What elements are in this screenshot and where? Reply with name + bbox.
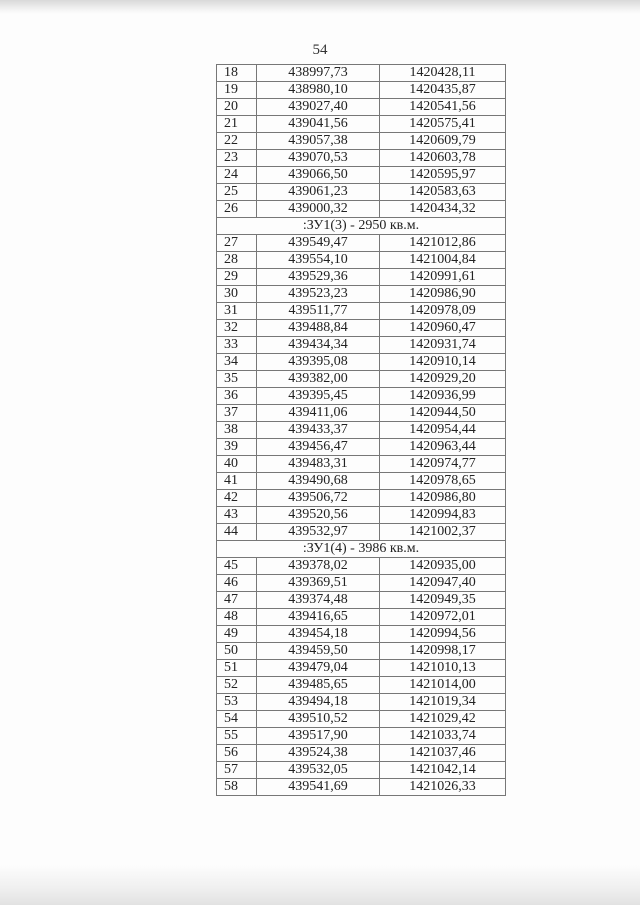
x-coordinate-cell: 439374,48 [257,592,380,609]
x-coordinate-cell: 439529,36 [257,269,380,286]
x-coordinate-cell: 439506,72 [257,490,380,507]
scan-top-shadow [0,0,640,14]
table-row [217,99,506,116]
coordinates-table-body [217,65,506,796]
table-row [217,439,506,456]
point-number-cell: 28 [217,252,257,269]
table-row [217,643,506,660]
y-coordinate-cell: 1420575,41 [380,116,506,133]
table-row [217,167,506,184]
y-coordinate-cell: 1420986,80 [380,490,506,507]
table-row [217,609,506,626]
point-number-cell: 42 [217,490,257,507]
x-coordinate-cell: 439382,00 [257,371,380,388]
x-coordinate-cell: 439378,02 [257,558,380,575]
point-number-cell: 37 [217,405,257,422]
x-coordinate-cell: 439070,53 [257,150,380,167]
table-row [217,558,506,575]
x-coordinate-cell: 439434,34 [257,337,380,354]
y-coordinate-cell: 1421019,34 [380,694,506,711]
y-coordinate-cell: 1421002,37 [380,524,506,541]
x-coordinate-cell: 439511,77 [257,303,380,320]
point-number-cell: 48 [217,609,257,626]
table-row [217,711,506,728]
x-coordinate-cell: 439488,84 [257,320,380,337]
x-coordinate-cell: 439433,37 [257,422,380,439]
x-coordinate-cell: 439494,18 [257,694,380,711]
point-number-cell: 44 [217,524,257,541]
point-number-cell: 25 [217,184,257,201]
y-coordinate-cell: 1420986,90 [380,286,506,303]
table-row [217,286,506,303]
section-header-row [217,541,506,558]
page-number: 54 [312,42,328,58]
table-row [217,252,506,269]
x-coordinate-cell: 439549,47 [257,235,380,252]
table-row [217,490,506,507]
table-row [217,65,506,82]
y-coordinate-cell: 1421004,84 [380,252,506,269]
point-number-cell: 58 [217,779,257,796]
table-row [217,337,506,354]
scan-bottom-shadow [0,865,640,905]
table-row [217,303,506,320]
y-coordinate-cell: 1420960,47 [380,320,506,337]
table-row [217,626,506,643]
x-coordinate-cell: 439517,90 [257,728,380,745]
table-row [217,524,506,541]
table-row [217,677,506,694]
y-coordinate-cell: 1420541,56 [380,99,506,116]
point-number-cell: 45 [217,558,257,575]
point-number-cell: 46 [217,575,257,592]
x-coordinate-cell: 439395,08 [257,354,380,371]
x-coordinate-cell: 438980,10 [257,82,380,99]
table-row [217,235,506,252]
x-coordinate-cell: 439485,65 [257,677,380,694]
table-row [217,320,506,337]
y-coordinate-cell: 1421014,00 [380,677,506,694]
section-header: :ЗУ1(4) - 3986 кв.м. [217,541,506,558]
x-coordinate-cell: 439554,10 [257,252,380,269]
table-row [217,762,506,779]
x-coordinate-cell: 439479,04 [257,660,380,677]
table-row [217,201,506,218]
x-coordinate-cell: 439454,18 [257,626,380,643]
point-number-cell: 52 [217,677,257,694]
x-coordinate-cell: 439524,38 [257,745,380,762]
point-number-cell: 26 [217,201,257,218]
table-row [217,184,506,201]
y-coordinate-cell: 1420435,87 [380,82,506,99]
point-number-cell: 49 [217,626,257,643]
y-coordinate-cell: 1420936,99 [380,388,506,405]
y-coordinate-cell: 1420609,79 [380,133,506,150]
y-coordinate-cell: 1421029,42 [380,711,506,728]
point-number-cell: 19 [217,82,257,99]
point-number-cell: 36 [217,388,257,405]
table-row [217,473,506,490]
y-coordinate-cell: 1420978,09 [380,303,506,320]
y-coordinate-cell: 1421012,86 [380,235,506,252]
x-coordinate-cell: 439483,31 [257,456,380,473]
y-coordinate-cell: 1421037,46 [380,745,506,762]
point-number-cell: 55 [217,728,257,745]
x-coordinate-cell: 439520,56 [257,507,380,524]
y-coordinate-cell: 1420972,01 [380,609,506,626]
x-coordinate-cell: 439541,69 [257,779,380,796]
y-coordinate-cell: 1420963,44 [380,439,506,456]
y-coordinate-cell: 1420998,17 [380,643,506,660]
table-row [217,660,506,677]
point-number-cell: 29 [217,269,257,286]
table-row [217,133,506,150]
point-number-cell: 39 [217,439,257,456]
table-row [217,116,506,133]
y-coordinate-cell: 1421042,14 [380,762,506,779]
y-coordinate-cell: 1420931,74 [380,337,506,354]
x-coordinate-cell: 439066,50 [257,167,380,184]
point-number-cell: 38 [217,422,257,439]
table-row [217,405,506,422]
table-row [217,354,506,371]
table-row [217,388,506,405]
y-coordinate-cell: 1420428,11 [380,65,506,82]
point-number-cell: 57 [217,762,257,779]
x-coordinate-cell: 439000,32 [257,201,380,218]
table-row [217,456,506,473]
x-coordinate-cell: 438997,73 [257,65,380,82]
x-coordinate-cell: 439532,97 [257,524,380,541]
point-number-cell: 34 [217,354,257,371]
x-coordinate-cell: 439532,05 [257,762,380,779]
point-number-cell: 54 [217,711,257,728]
y-coordinate-cell: 1420603,78 [380,150,506,167]
y-coordinate-cell: 1420910,14 [380,354,506,371]
point-number-cell: 47 [217,592,257,609]
x-coordinate-cell: 439395,45 [257,388,380,405]
x-coordinate-cell: 439061,23 [257,184,380,201]
y-coordinate-cell: 1420944,50 [380,405,506,422]
x-coordinate-cell: 439057,38 [257,133,380,150]
section-header: :ЗУ1(3) - 2950 кв.м. [217,218,506,235]
point-number-cell: 18 [217,65,257,82]
x-coordinate-cell: 439416,65 [257,609,380,626]
point-number-cell: 31 [217,303,257,320]
y-coordinate-cell: 1420949,35 [380,592,506,609]
y-coordinate-cell: 1421026,33 [380,779,506,796]
y-coordinate-cell: 1420434,32 [380,201,506,218]
section-header-row [217,218,506,235]
point-number-cell: 23 [217,150,257,167]
x-coordinate-cell: 439523,23 [257,286,380,303]
table-row [217,745,506,762]
y-coordinate-cell: 1420935,00 [380,558,506,575]
table-row [217,694,506,711]
x-coordinate-cell: 439411,06 [257,405,380,422]
table-row [217,269,506,286]
point-number-cell: 22 [217,133,257,150]
x-coordinate-cell: 439041,56 [257,116,380,133]
table-row [217,82,506,99]
point-number-cell: 43 [217,507,257,524]
y-coordinate-cell: 1421033,74 [380,728,506,745]
point-number-cell: 20 [217,99,257,116]
y-coordinate-cell: 1420929,20 [380,371,506,388]
y-coordinate-cell: 1420978,65 [380,473,506,490]
x-coordinate-cell: 439027,40 [257,99,380,116]
point-number-cell: 27 [217,235,257,252]
x-coordinate-cell: 439369,51 [257,575,380,592]
y-coordinate-cell: 1420954,44 [380,422,506,439]
y-coordinate-cell: 1420994,56 [380,626,506,643]
y-coordinate-cell: 1420947,40 [380,575,506,592]
x-coordinate-cell: 439490,68 [257,473,380,490]
x-coordinate-cell: 439459,50 [257,643,380,660]
point-number-cell: 51 [217,660,257,677]
y-coordinate-cell: 1420583,63 [380,184,506,201]
table-row [217,507,506,524]
point-number-cell: 40 [217,456,257,473]
point-number-cell: 30 [217,286,257,303]
point-number-cell: 33 [217,337,257,354]
table-row [217,422,506,439]
y-coordinate-cell: 1420991,61 [380,269,506,286]
point-number-cell: 35 [217,371,257,388]
table-row [217,150,506,167]
y-coordinate-cell: 1420974,77 [380,456,506,473]
point-number-cell: 32 [217,320,257,337]
table-row [217,779,506,796]
table-row [217,575,506,592]
table-row [217,728,506,745]
y-coordinate-cell: 1421010,13 [380,660,506,677]
coordinates-table [216,64,506,796]
point-number-cell: 21 [217,116,257,133]
y-coordinate-cell: 1420595,97 [380,167,506,184]
x-coordinate-cell: 439456,47 [257,439,380,456]
point-number-cell: 41 [217,473,257,490]
point-number-cell: 56 [217,745,257,762]
point-number-cell: 53 [217,694,257,711]
point-number-cell: 24 [217,167,257,184]
x-coordinate-cell: 439510,52 [257,711,380,728]
y-coordinate-cell: 1420994,83 [380,507,506,524]
table-row [217,371,506,388]
point-number-cell: 50 [217,643,257,660]
table-row [217,592,506,609]
